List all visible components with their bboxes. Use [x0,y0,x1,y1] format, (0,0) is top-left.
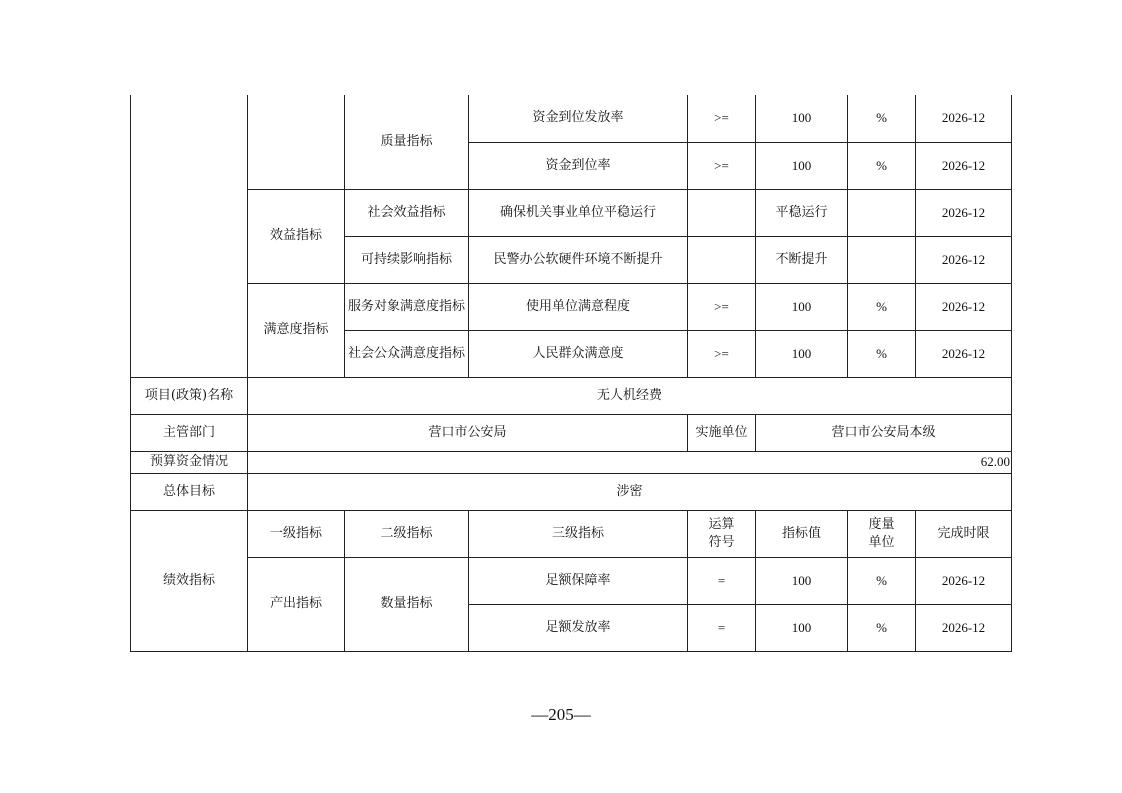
header-operator-line2: 符号 [708,534,735,550]
level1-cell: 产出指标 [248,557,345,651]
budget-row [131,451,1012,473]
project-name-value: 无人机经费 [248,377,1012,414]
header-deadline: 完成时限 [916,510,1012,557]
unit-cell [848,189,916,236]
header-operator-line1: 运算 [708,516,735,532]
header-level3: 三级指标 [469,510,688,557]
value-cell: 100 [756,142,848,189]
metric-cell: 人民群众满意度 [469,330,688,377]
level3-cell: 社会公众满意度指标 [345,330,469,377]
metric-cell: 民警办公软硬件环境不断提升 [469,236,688,283]
header-unit-line2: 单位 [868,534,895,550]
level2-cell: 数量指标 [345,557,469,651]
header-level1: 一级指标 [248,510,345,557]
metric-cell: 足额保障率 [469,557,688,604]
operator-cell: = [688,604,756,651]
page-number: —205— [531,705,591,724]
department-row [131,414,1012,451]
performance-label: 绩效指标 [131,510,248,651]
level3-cell: 可持续影响指标 [345,236,469,283]
operator-cell: = [688,557,756,604]
metric-cell: 确保机关事业单位平稳运行 [469,189,688,236]
department-value: 营口市公安局 [248,414,688,451]
department-label: 主管部门 [131,414,248,451]
deadline-cell: 2026-12 [916,142,1012,189]
metric-cell: 资金到位率 [469,142,688,189]
unit-cell: % [848,95,916,142]
value-cell: 100 [756,283,848,330]
blank-cell [131,95,248,377]
value-cell: 100 [756,557,848,604]
header-unit-line1: 度量 [868,516,895,532]
deadline-cell: 2026-12 [916,283,1012,330]
operator-cell [688,236,756,283]
goal-row [131,473,1012,510]
budget-label: 预算资金情况 [131,451,248,473]
deadline-cell: 2026-12 [916,330,1012,377]
value-cell: 100 [756,330,848,377]
unit-cell: % [848,557,916,604]
deadline-cell: 2026-12 [916,236,1012,283]
table-row [131,95,1012,142]
goal-label: 总体目标 [131,473,248,510]
metric-cell: 使用单位满意程度 [469,283,688,330]
table-row [131,557,1012,604]
budget-value: 62.00 [248,451,1012,473]
unit-cell: % [848,604,916,651]
unit-cell: % [848,330,916,377]
deadline-cell: 2026-12 [916,604,1012,651]
value-cell: 平稳运行 [756,189,848,236]
deadline-cell: 2026-12 [916,95,1012,142]
header-level2: 二级指标 [345,510,469,557]
level3-cell: 社会效益指标 [345,189,469,236]
unit-cell: % [848,283,916,330]
level2-cell: 满意度指标 [248,283,345,377]
header-value: 指标值 [756,510,848,557]
table-row [131,189,1012,236]
metric-cell: 资金到位发放率 [469,95,688,142]
operator-cell [688,189,756,236]
project-name-label: 项目(政策)名称 [131,377,248,414]
operator-cell: >= [688,330,756,377]
value-cell: 100 [756,604,848,651]
metric-cell: 足额发放率 [469,604,688,651]
implementing-unit-label: 实施单位 [688,414,756,451]
level2-cell [248,95,345,189]
unit-cell [848,236,916,283]
level2-cell: 效益指标 [248,189,345,283]
header-operator [688,510,756,557]
value-cell: 不断提升 [756,236,848,283]
operator-cell: >= [688,142,756,189]
deadline-cell: 2026-12 [916,189,1012,236]
level3-cell: 质量指标 [345,95,469,189]
value-cell: 100 [756,95,848,142]
project-name-row [131,377,1012,414]
deadline-cell: 2026-12 [916,557,1012,604]
operator-cell: >= [688,283,756,330]
header-row [131,510,1012,557]
level3-cell: 服务对象满意度指标 [345,283,469,330]
operator-cell: >= [688,95,756,142]
unit-cell: % [848,142,916,189]
implementing-unit-value: 营口市公安局本级 [756,414,1012,451]
table-row [131,283,1012,330]
performance-table [130,95,1012,652]
header-unit [848,510,916,557]
goal-value: 涉密 [248,473,1012,510]
